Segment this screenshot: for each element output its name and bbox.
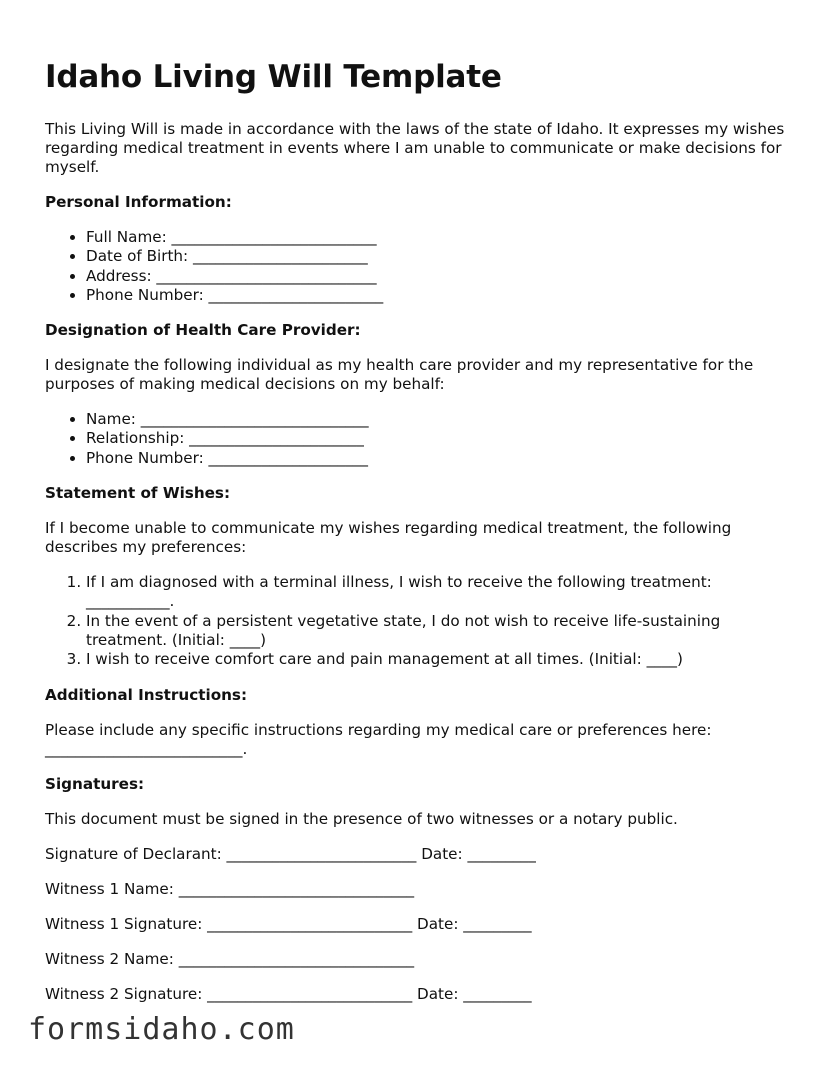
intro-paragraph: This Living Will is made in accordance with the laws of the state of Idaho. It expresses my wishes regarding medical treatment in events where I am unable to communicate or make decisions for myself. [45, 120, 785, 176]
witness1-signature-line: Witness 1 Signature: ___________________________ Date: _________ [45, 914, 532, 933]
witness2-signature-line: Witness 2 Signature: ___________________________ Date: _________ [45, 984, 532, 1003]
list-item: 1. If I am diagnosed with a terminal illness, I wish to receive the following treatment: ___________. [86, 573, 785, 612]
declarant-signature-line: Signature of Declarant: _________________________ Date: _________ [45, 844, 536, 863]
list-item: • Address: _____________________________ [86, 267, 785, 286]
provider-heading: Designation of Health Care Provider: [45, 321, 361, 340]
witness2-name-line: Witness 2 Name: _______________________________ [45, 949, 415, 968]
provider-list [45, 410, 785, 468]
additional-heading: Additional Instructions: [45, 685, 248, 704]
site-watermark: formsidaho.com [28, 1012, 295, 1047]
signatures-heading: Signatures: [45, 774, 145, 793]
document-page [45, 58, 785, 1020]
list-item: • Phone Number: _____________________ [86, 449, 785, 468]
list-item: • Phone Number: _______________________ [86, 286, 785, 305]
list-item: • Date of Birth: _______________________ [86, 247, 785, 266]
provider-paragraph: I designate the following individual as my health care provider and my representative for the purposes of making medical decisions on my behalf: [45, 356, 754, 394]
list-item: • Full Name: ___________________________ [86, 228, 785, 247]
additional-paragraph: Please include any specific instructions regarding my medical care or preferences here: __________________________. [45, 720, 712, 758]
signatures-paragraph: This document must be signed in the presence of two witnesses or a notary public. [45, 809, 678, 828]
list-item: • Relationship: _______________________ [86, 429, 785, 448]
personal-info-heading: Personal Information: [45, 193, 232, 211]
list-item: 2. In the event of a persistent vegetative state, I do not wish to receive life-sustaining treatment. (Initial: ____) [86, 612, 785, 651]
wishes-list [45, 573, 785, 669]
list-item: 3. I wish to receive comfort care and pain management at all times. (Initial: ____) [86, 650, 785, 669]
wishes-paragraph: If I become unable to communicate my wishes regarding medical treatment, the following describes my preferences: [45, 519, 732, 557]
list-item: • Name: ______________________________ [86, 410, 785, 429]
page-title: Idaho Living Will Template [45, 59, 502, 95]
personal-info-list [45, 228, 785, 305]
wishes-heading: Statement of Wishes: [45, 484, 231, 503]
witness1-name-line: Witness 1 Name: _______________________________ [45, 879, 415, 898]
